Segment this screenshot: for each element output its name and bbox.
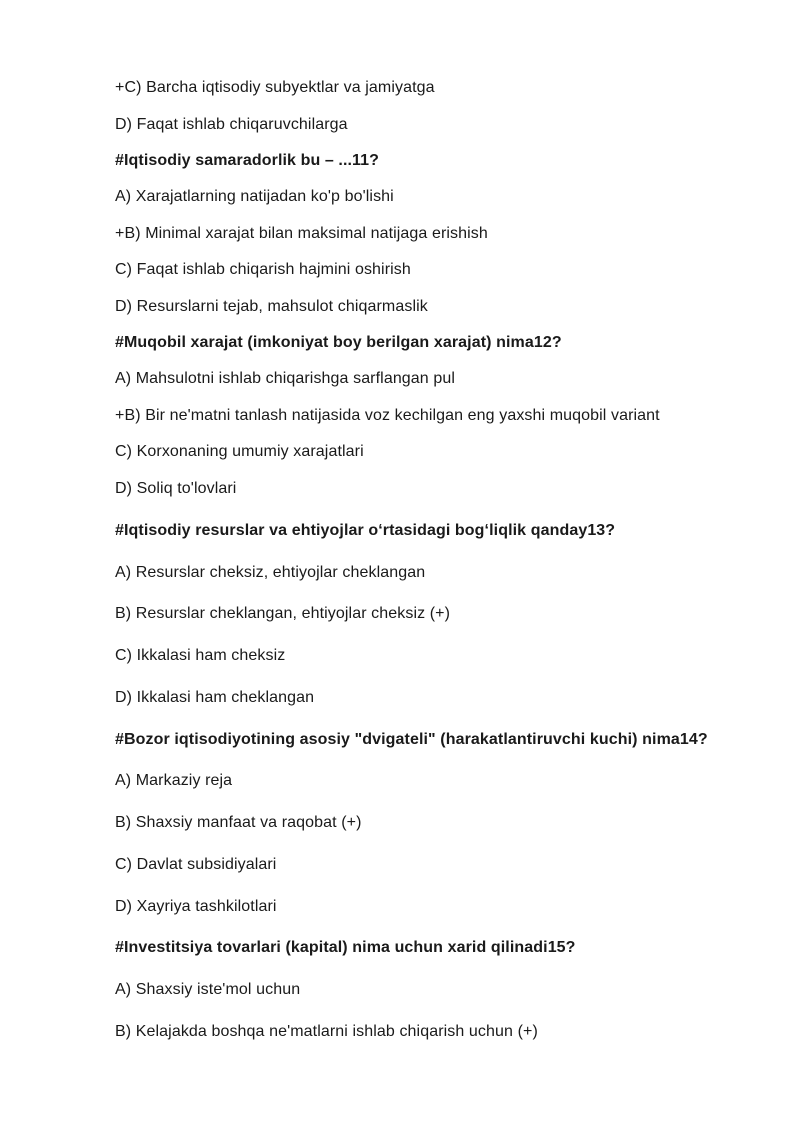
question-heading: #Investitsiya tovarlari (kapital) nima uchun xarid qilinadi15? [115, 939, 576, 956]
answer-option: A) Markaziy reja [115, 772, 233, 789]
answer-option: A) Shaxsiy iste'mol uchun [115, 981, 301, 998]
answer-option: B) Kelajakda boshqa ne'matlarni ishlab chiqarish uchun (+) [115, 1023, 538, 1040]
answer-option: C) Ikkalasi ham cheksiz [115, 647, 286, 664]
question-heading: #Iqtisodiy samaradorlik bu – ...11? [115, 152, 380, 169]
question-heading: #Bozor iqtisodiyotining asosiy "dvigateli" (harakatlantiruvchi kuchi) nima14? [115, 731, 708, 748]
answer-option: C) Faqat ishlab chiqarish hajmini oshirish [115, 261, 411, 278]
answer-option: +C) Barcha iqtisodiy subyektlar va jamiyatga [115, 79, 435, 96]
answer-option: D) Xayriya tashkilotlari [115, 898, 277, 915]
question-heading: #Iqtisodiy resurslar va ehtiyojlar oʻrtasidagi bogʻliqlik qanday13? [115, 522, 616, 539]
question-heading: #Muqobil xarajat (imkoniyat boy berilgan xarajat) nima12? [115, 334, 562, 351]
answer-option: +B) Minimal xarajat bilan maksimal natijaga erishish [115, 225, 488, 242]
answer-option: B) Resurslar cheklangan, ehtiyojlar cheksiz (+) [115, 605, 451, 622]
answer-option: B) Shaxsiy manfaat va raqobat (+) [115, 814, 362, 831]
answer-option: C) Korxonaning umumiy xarajatlari [115, 443, 364, 460]
answer-option: D) Soliq to'lovlari [115, 480, 237, 497]
answer-option: D) Ikkalasi ham cheklangan [115, 689, 315, 706]
answer-option: A) Resurslar cheksiz, ehtiyojlar cheklangan [115, 564, 426, 581]
answer-option: A) Mahsulotni ishlab chiqarishga sarflangan pul [115, 370, 456, 387]
answer-option: D) Faqat ishlab chiqaruvchilarga [115, 116, 348, 133]
answer-option: +B) Bir ne'matni tanlash natijasida voz kechilgan eng yaxshi muqobil variant [115, 407, 660, 424]
answer-option: A) Xarajatlarning natijadan ko'p bo'lishi [115, 188, 394, 205]
answer-option: D) Resurslarni tejab, mahsulot chiqarmaslik [115, 298, 428, 315]
answer-option: C) Davlat subsidiyalari [115, 856, 277, 873]
